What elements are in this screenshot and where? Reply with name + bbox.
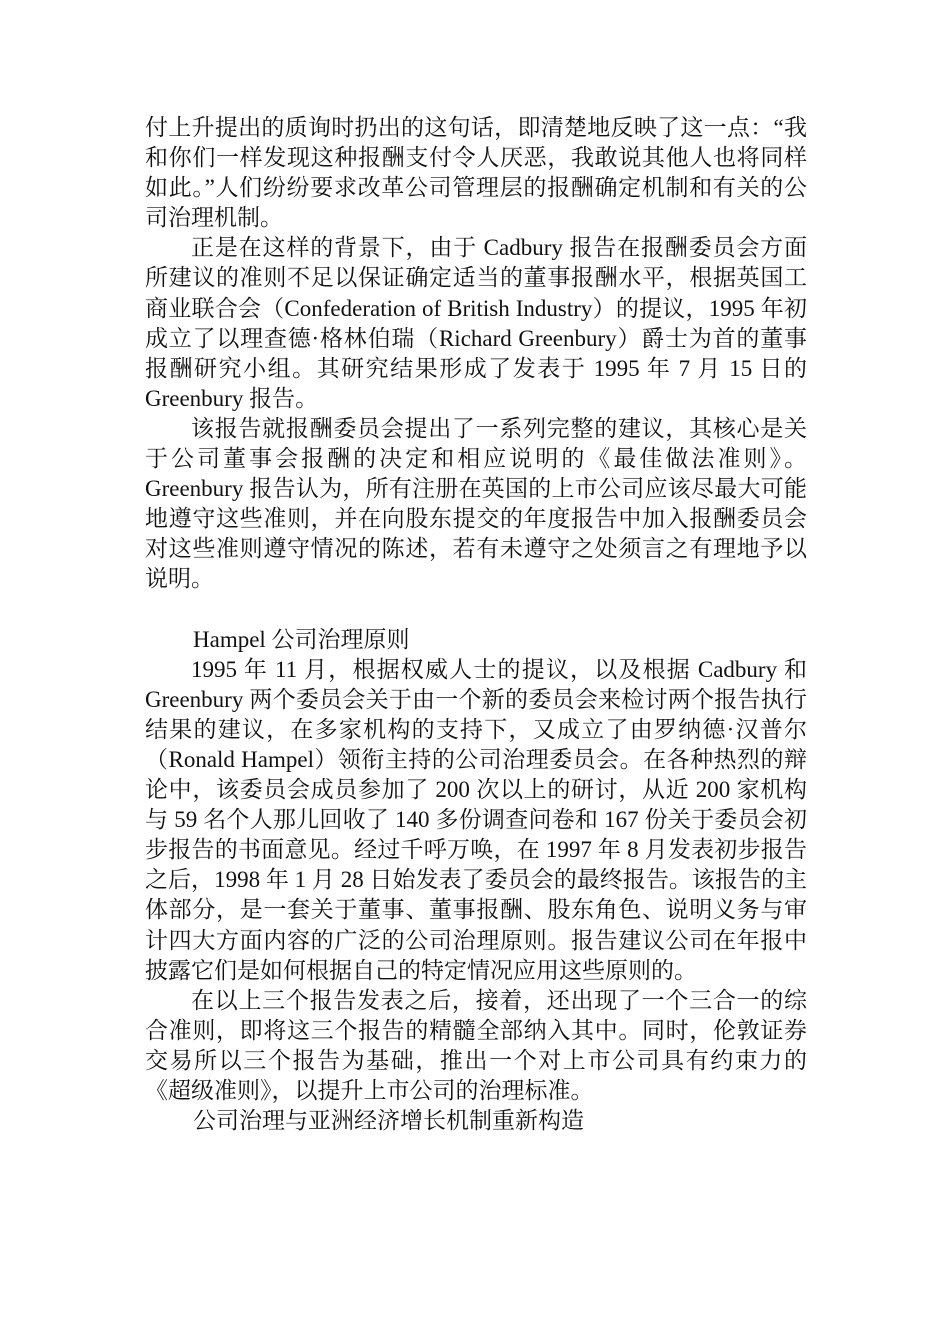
paragraph-greenbury-report: 该报告就报酬委员会提出了一系列完整的建议，其核心是关于公司董事会报酬的决定和相应说明的《最佳做法准则》。Greenbury 报告认为，所有注册在英国的上市公司应该尽最大可能地遵守这些准则，并在向股东提交的年度报告中加入报酬委员会对这些准则遵守情况的陈述，若有未遵守之处须言之有理地予以说明。 [145, 415, 807, 592]
paragraph-hampel: 1995 年 11 月，根据权威人士的提议，以及根据 Cadbury 和 Greenbury 两个委员会关于由一个新的委员会来检讨两个报告执行结果的建议，在多家机构的支持下，又成立了由罗纳德·汉普尔（Ronald Hampel）领衔主持的公司治理委员会。在各种热烈的辩论中，该委员会成员参加了 200 次以上的研讨，从近 200 家机构与 59 名个人那儿回收了 140 多份调查问卷和 167 份关于委员会初步报告的书面意见。经过千呼万唤，在 1997 年 8 月发表初步报告之后，1998 年 1 月 28 日始发表了委员会的最终报告。该报告的主体部分，是一套关于董事、董事报酬、股东角色、说明义务与审计四大方面内容的广泛的公司治理原则。报告建议公司在年报中披露它们是如何根据自己的特定情况应用这些原则的。 [145, 656, 807, 983]
paragraph-continued: 付上升提出的质询时扔出的这句话，即清楚地反映了这一点：“我和你们一样发现这种报酬支付令人厌恶，我敢说其他人也将同样如此。”人们纷纷要求改革公司管理层的报酬确定机制和有关的公司治理机制。 [145, 115, 807, 231]
paragraph-combined-code: 在以上三个报告发表之后，接着，还出现了一个三合一的综合准则，即将这三个报告的精髓全部纳入其中。同时，伦敦证券交易所以三个报告为基础，推出一个对上市公司具有约束力的《超级准则》，以提升上市公司的治理标准。 [145, 987, 807, 1103]
document-body [145, 113, 807, 1136]
section-heading-asia: 公司治理与亚洲经济增长机制重新构造 [193, 1108, 584, 1134]
blank-line [145, 595, 807, 625]
section-heading-hampel: Hampel 公司治理原则 [193, 626, 410, 652]
paragraph-greenbury-background: 正是在这样的背景下，由于 Cadbury 报告在报酬委员会方面所建议的准则不足以保证确定适当的董事报酬水平，根据英国工商业联合会（Confederation of British Industry）的提议，1995 年初成立了以理查德·格林伯瑞（Richard Greenbury）爵士为首的董事报酬研究小组。其研究结果形成了发表于 1995 年 7 月 15 日的 Greenbury 报告。 [145, 235, 807, 411]
